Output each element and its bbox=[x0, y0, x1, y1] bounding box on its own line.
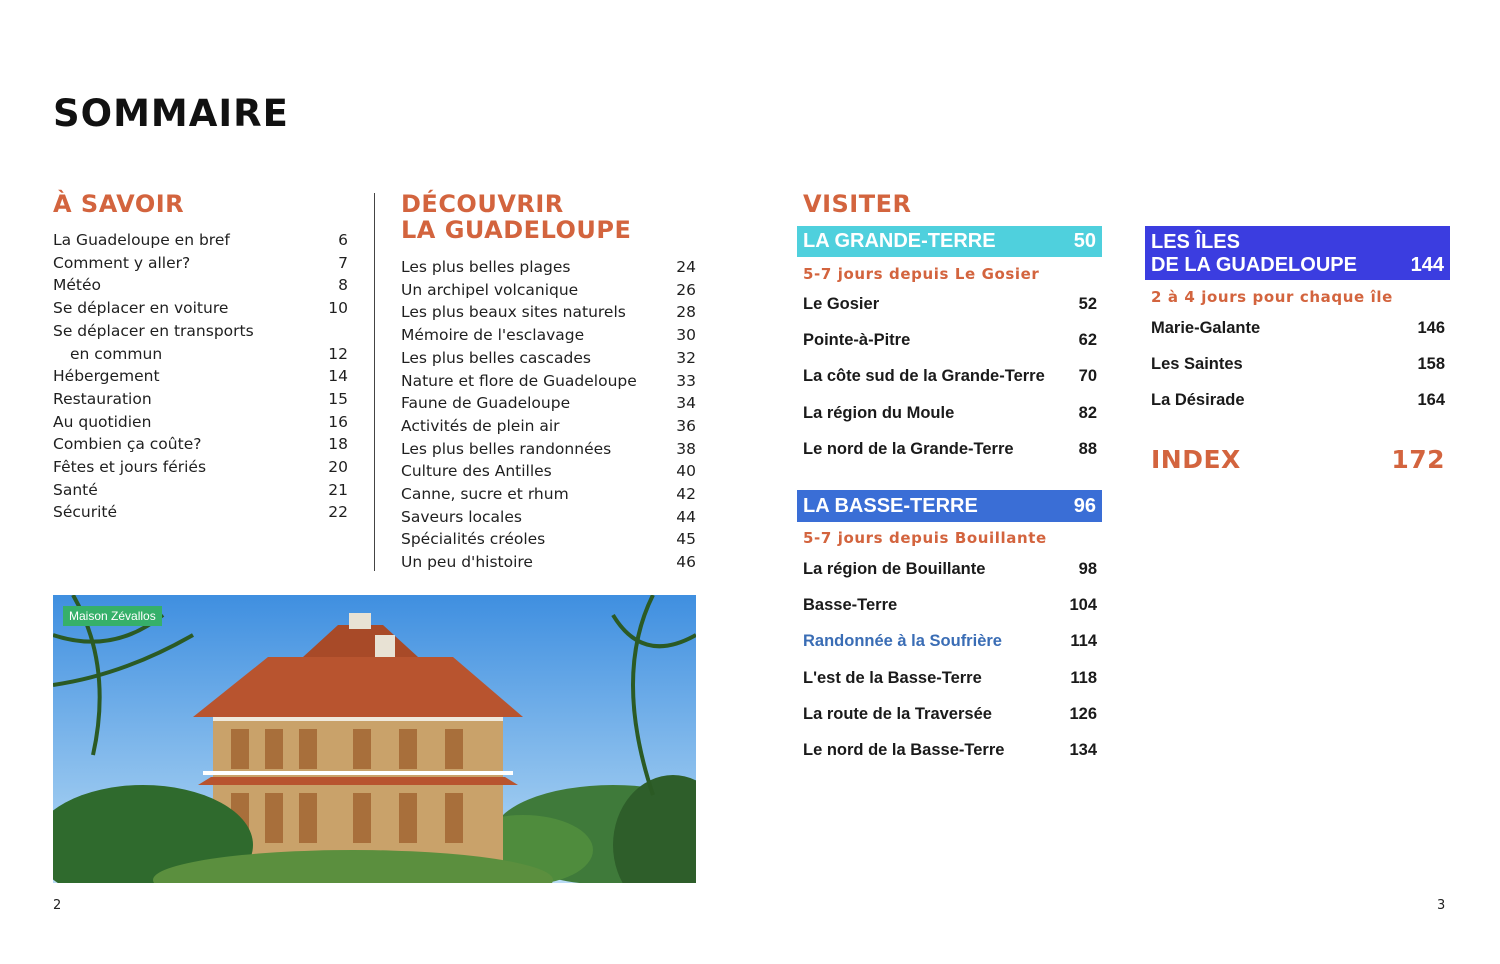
iles-label-line2: DE LA GUADELOUPE bbox=[1151, 254, 1357, 276]
toc-item-page: 158 bbox=[1417, 355, 1445, 374]
toc-item-label: La Guadeloupe en bref bbox=[53, 231, 230, 249]
toc-item-label: Au quotidien bbox=[53, 412, 152, 431]
toc-item-page: 52 bbox=[1078, 295, 1097, 313]
toc-item[interactable] bbox=[401, 324, 696, 347]
toc-item-label: Hébergement bbox=[53, 367, 160, 386]
iles-label bbox=[1151, 231, 1357, 277]
toc-item-label: Marie-Galante bbox=[1151, 319, 1261, 337]
toc-item-page: 34 bbox=[676, 394, 696, 413]
toc-item-page: 98 bbox=[1078, 560, 1097, 578]
toc-item[interactable] bbox=[401, 370, 696, 393]
toc-item-label: Faune de Guadeloupe bbox=[401, 394, 571, 413]
toc-item-page: 6 bbox=[338, 231, 348, 249]
grande-terre-label: LA GRANDE-TERRE bbox=[803, 230, 996, 252]
toc-item-page: 32 bbox=[676, 348, 696, 367]
basse-terre-list bbox=[803, 560, 1097, 777]
toc-item-label: Le nord de la Grande-Terre bbox=[803, 439, 1014, 458]
toc-item-label: Se déplacer en transports bbox=[53, 321, 254, 340]
toc-item-label: Fêtes et jours fériés bbox=[53, 458, 207, 477]
toc-item[interactable] bbox=[53, 365, 348, 388]
toc-item-label: Météo bbox=[53, 276, 102, 295]
toc-item-page: 118 bbox=[1070, 668, 1097, 687]
column-divider bbox=[374, 193, 375, 571]
toc-item-label: La route de la Traversée bbox=[803, 704, 992, 723]
iles-subtitle: 2 à 4 jours pour chaque île bbox=[1151, 288, 1393, 306]
toc-item-page: 8 bbox=[338, 276, 348, 295]
toc-item-label: Canne, sucre et rhum bbox=[401, 485, 569, 504]
toc-item[interactable] bbox=[803, 367, 1097, 403]
toc-item-label: Spécialités créoles bbox=[401, 530, 546, 549]
toc-item-page: 42 bbox=[676, 485, 696, 504]
toc-item-label: L'est de la Basse-Terre bbox=[803, 668, 982, 687]
toc-item[interactable] bbox=[401, 483, 696, 506]
a-savoir-title: À SAVOIR bbox=[53, 190, 185, 218]
toc-item-page: 45 bbox=[676, 530, 696, 549]
toc-item-page: 21 bbox=[328, 480, 348, 499]
toc-item[interactable] bbox=[53, 252, 348, 275]
toc-item-label: Activités de plein air bbox=[401, 416, 560, 435]
decouvrir-title-line1: DÉCOUVRIR bbox=[401, 190, 564, 218]
toc-item-page: 16 bbox=[328, 412, 348, 431]
toc-item[interactable] bbox=[803, 596, 1097, 632]
toc-item-label: Les plus belles plages bbox=[401, 258, 571, 276]
toc-item[interactable] bbox=[401, 256, 696, 279]
toc-item-page: 88 bbox=[1078, 439, 1097, 458]
visiter-title: VISITER bbox=[803, 190, 912, 218]
toc-item-page: 82 bbox=[1078, 403, 1097, 422]
toc-item-label: Santé bbox=[53, 480, 98, 499]
toc-item[interactable] bbox=[53, 343, 348, 366]
toc-item-label: Combien ça coûte? bbox=[53, 435, 202, 454]
toc-item-page: 26 bbox=[676, 280, 696, 299]
basse-terre-label: LA BASSE-TERRE bbox=[803, 494, 978, 517]
toc-item-label: Restauration bbox=[53, 389, 152, 408]
index-entry[interactable] bbox=[1151, 447, 1445, 473]
grande-terre-subtitle: 5-7 jours depuis Le Gosier bbox=[803, 265, 1040, 283]
toc-item-page: 33 bbox=[676, 371, 696, 390]
basse-terre-subtitle: 5-7 jours depuis Bouillante bbox=[803, 529, 1047, 547]
toc-item[interactable] bbox=[53, 411, 348, 434]
toc-item[interactable] bbox=[401, 347, 696, 370]
toc-item[interactable] bbox=[803, 560, 1097, 596]
toc-item-page: 38 bbox=[676, 439, 696, 458]
toc-item-page: 18 bbox=[328, 435, 348, 454]
toc-item[interactable] bbox=[53, 297, 348, 320]
toc-item-label: La Désirade bbox=[1151, 391, 1245, 410]
toc-item-page: 70 bbox=[1078, 367, 1097, 386]
toc-item[interactable] bbox=[1151, 319, 1445, 355]
iles-page: 144 bbox=[1410, 254, 1444, 276]
toc-item-label: Comment y aller? bbox=[53, 253, 191, 272]
toc-item-label: en commun bbox=[70, 344, 163, 363]
toc-item-label: Les plus beaux sites naturels bbox=[401, 303, 626, 322]
grande-terre-page: 50 bbox=[1073, 230, 1096, 252]
photo-illustration bbox=[53, 595, 696, 883]
toc-item[interactable] bbox=[53, 501, 348, 524]
toc-item-page: 44 bbox=[676, 507, 696, 526]
toc-item-page: 24 bbox=[676, 258, 696, 276]
toc-item-page: 7 bbox=[338, 253, 348, 272]
toc-item-label: Les Saintes bbox=[1151, 355, 1243, 374]
maison-zevallos-photo bbox=[53, 595, 696, 883]
toc-item-page: 146 bbox=[1417, 319, 1445, 337]
toc-item-label: Saveurs locales bbox=[401, 507, 522, 526]
folio-right: 3 bbox=[1437, 898, 1446, 913]
toc-item-page: 126 bbox=[1069, 704, 1097, 723]
toc-item[interactable] bbox=[401, 415, 696, 438]
grande-terre-list bbox=[803, 295, 1097, 476]
decouvrir-title-line2: LA GUADELOUPE bbox=[401, 216, 632, 244]
toc-item-page: 15 bbox=[328, 389, 348, 408]
index-page: 172 bbox=[1391, 445, 1445, 474]
iles-label-line1: LES ÎLES bbox=[1151, 231, 1240, 253]
toc-item-label: Pointe-à-Pitre bbox=[803, 331, 911, 350]
toc-item-label: Randonnée à la Soufrière bbox=[803, 632, 1002, 651]
toc-item-label: Mémoire de l'esclavage bbox=[401, 326, 585, 345]
toc-item[interactable] bbox=[803, 741, 1097, 777]
toc-item-page: 36 bbox=[676, 416, 696, 435]
toc-item-label: La région du Moule bbox=[803, 403, 955, 422]
toc-item-page: 28 bbox=[676, 303, 696, 322]
toc-item[interactable] bbox=[401, 506, 696, 529]
grande-terre-band[interactable] bbox=[797, 226, 1102, 257]
toc-item[interactable] bbox=[803, 705, 1097, 741]
toc-item[interactable] bbox=[53, 456, 348, 479]
toc-item-label: Sécurité bbox=[53, 503, 118, 522]
toc-item[interactable] bbox=[53, 229, 348, 252]
toc-item-label: Les plus belles randonnées bbox=[401, 439, 612, 458]
toc-item-page: 14 bbox=[328, 367, 348, 386]
basse-terre-page: 96 bbox=[1073, 494, 1096, 517]
folio-left: 2 bbox=[53, 898, 62, 913]
decouvrir-list bbox=[401, 256, 696, 574]
toc-item[interactable] bbox=[1151, 355, 1445, 391]
toc-item-hike[interactable] bbox=[803, 632, 1097, 668]
toc-item[interactable] bbox=[803, 331, 1097, 367]
toc-item[interactable] bbox=[53, 320, 348, 343]
toc-item-page: 114 bbox=[1070, 632, 1097, 651]
toc-item-page: 62 bbox=[1078, 331, 1097, 350]
toc-item-label: Le Gosier bbox=[803, 295, 880, 313]
toc-item[interactable] bbox=[401, 551, 696, 574]
toc-item-label: Les plus belles cascades bbox=[401, 348, 591, 367]
toc-item[interactable] bbox=[401, 392, 696, 415]
iles-list bbox=[1151, 319, 1445, 428]
toc-item[interactable] bbox=[401, 528, 696, 551]
toc-item[interactable] bbox=[803, 440, 1097, 476]
toc-item-page: 164 bbox=[1417, 391, 1445, 410]
toc-item-label: Un archipel volcanique bbox=[401, 280, 579, 299]
toc-item-page: 22 bbox=[328, 503, 348, 522]
toc-item-page: 46 bbox=[676, 553, 696, 572]
toc-item-label: Un peu d'histoire bbox=[401, 553, 533, 572]
toc-item-page: 104 bbox=[1069, 596, 1097, 615]
toc-item-page: 20 bbox=[328, 458, 348, 477]
a-savoir-list bbox=[53, 229, 348, 524]
toc-item-page: 40 bbox=[676, 462, 696, 481]
index-label: INDEX bbox=[1151, 445, 1241, 474]
toc-item-page: 30 bbox=[676, 326, 696, 345]
toc-item-label: Basse-Terre bbox=[803, 596, 898, 615]
basse-terre-band[interactable] bbox=[797, 490, 1102, 522]
toc-item-label: Le nord de la Basse-Terre bbox=[803, 740, 1005, 759]
toc-item[interactable] bbox=[401, 460, 696, 483]
toc-item[interactable] bbox=[1151, 391, 1445, 427]
iles-band[interactable] bbox=[1145, 226, 1450, 280]
toc-item[interactable] bbox=[401, 438, 696, 461]
decouvrir-title bbox=[401, 191, 631, 243]
toc-item[interactable] bbox=[53, 274, 348, 297]
page-title: SOMMAIRE bbox=[53, 92, 289, 135]
toc-item[interactable] bbox=[803, 404, 1097, 440]
toc-item-label: La côte sud de la Grande-Terre bbox=[803, 367, 1045, 386]
toc-item-label: La région de Bouillante bbox=[803, 560, 986, 578]
toc-item-page: 10 bbox=[328, 299, 348, 318]
toc-item[interactable] bbox=[401, 301, 696, 324]
toc-item[interactable] bbox=[53, 479, 348, 502]
toc-item[interactable] bbox=[803, 669, 1097, 705]
toc-item-page: 12 bbox=[328, 344, 348, 363]
toc-item-page: 134 bbox=[1069, 740, 1097, 759]
toc-item[interactable] bbox=[53, 388, 348, 411]
photo-caption-badge: Maison Zévallos bbox=[63, 606, 162, 626]
toc-item[interactable] bbox=[803, 295, 1097, 331]
toc-item[interactable] bbox=[53, 433, 348, 456]
toc-item-label: Se déplacer en voiture bbox=[53, 299, 229, 318]
toc-item-label: Nature et flore de Guadeloupe bbox=[401, 371, 637, 390]
toc-item[interactable] bbox=[401, 279, 696, 302]
toc-item-label: Culture des Antilles bbox=[401, 462, 552, 481]
